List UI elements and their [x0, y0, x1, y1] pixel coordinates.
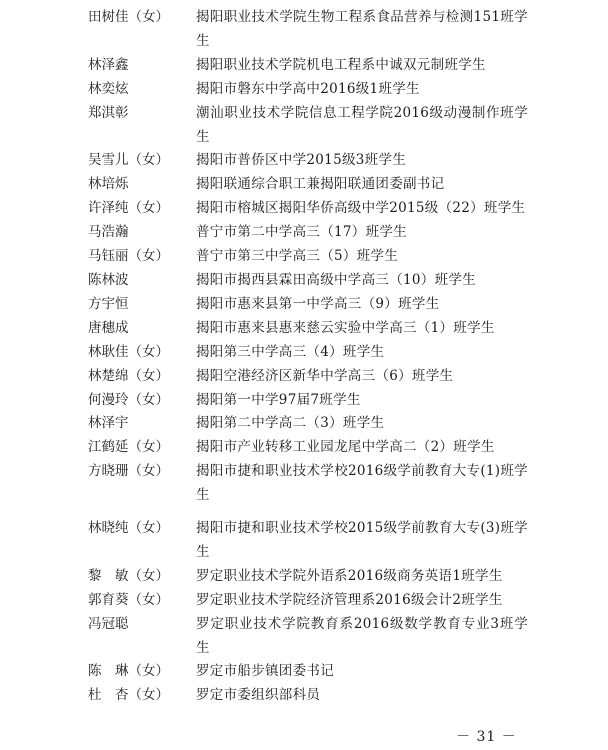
person-description: 揭阳市捷和职业技术学校2016级学前教育大专(1)班学生: [196, 463, 528, 504]
person-name: 江鹤延（女）: [88, 439, 169, 456]
list-item: [0, 660, 608, 684]
list-item: [0, 221, 608, 245]
list-item: [0, 317, 608, 341]
person-name: 林泽宇: [88, 415, 129, 432]
person-description: 揭阳第一中学97届7班学生: [196, 391, 361, 408]
person-name: 田树佳（女）: [88, 9, 169, 25]
person-name: 郭育葵（女）: [88, 591, 169, 608]
person-description: 罗定市船步镇团委书记: [196, 663, 334, 680]
list-item: [0, 197, 608, 221]
person-description: 揭阳市磐东中学高中2016级1班学生: [196, 80, 420, 97]
person-description: 揭阳市榕城区揭阳华侨高级中学2015级（22）班学生: [196, 200, 526, 217]
list-item: [0, 245, 608, 269]
person-description: 潮汕职业技术学院信息工程学院2016级动漫制作班学生: [196, 104, 528, 145]
person-description: 罗定职业技术学院经济管理系2016级会计2班学生: [196, 591, 503, 608]
list-item: [0, 341, 608, 365]
person-name: 方宇恒: [88, 295, 129, 312]
list-item: [0, 684, 608, 708]
person-name: 马钰丽（女）: [88, 248, 169, 265]
list-item: [0, 293, 608, 317]
person-description: 揭阳市捷和职业技术学校2015级学前教育大专(3)班学生: [196, 520, 528, 560]
person-name: 林泽鑫: [88, 56, 129, 73]
person-description: 揭阳第二中学高二（3）班学生: [196, 415, 385, 432]
person-description: 揭阳市惠来县第一中学高三（9）班学生: [196, 295, 440, 312]
person-description: 揭阳市普侨区中学2015级3班学生: [196, 152, 407, 169]
person-description: 揭阳联通综合职工兼揭阳联通团委副书记: [196, 176, 445, 193]
person-description: 罗定市委组织部科员: [196, 687, 321, 704]
person-name: 林培烁: [88, 176, 129, 193]
person-name: 方晓珊（女）: [88, 463, 169, 480]
person-description: 揭阳第三中学高三（4）班学生: [196, 343, 385, 360]
list-item: [0, 565, 608, 589]
person-name: 郑淇彰: [88, 104, 129, 121]
person-description: 揭阳市揭西县霖田高级中学高三（10）班学生: [196, 271, 476, 288]
person-description: 揭阳空港经济区新华中学高三（6）班学生: [196, 367, 454, 384]
person-name: 林耿佳（女）: [88, 343, 169, 360]
person-name: 杜 杏（女）: [88, 687, 169, 704]
page-number: － 31 －: [456, 729, 517, 745]
person-name: 黎 敏（女）: [88, 567, 169, 584]
name-list: [0, 6, 608, 708]
list-item: [0, 436, 608, 460]
list-item: [0, 102, 608, 150]
list-item: [0, 269, 608, 293]
list-item: [0, 78, 608, 102]
person-name: 马浩瀚: [88, 224, 129, 241]
list-item: [0, 412, 608, 436]
list-item: [0, 173, 608, 197]
person-name: 何漫玲（女）: [88, 391, 169, 408]
person-description: 揭阳市产业转移工业园龙尾中学高二（2）班学生: [196, 439, 495, 456]
list-item: [0, 365, 608, 389]
person-name: 林楚绵（女）: [88, 367, 169, 384]
person-description: 罗定职业技术学院教育系2016级数学教育专业3班学生: [196, 615, 528, 656]
list-item: [0, 613, 608, 661]
list-item: [0, 460, 608, 508]
person-description: 揭阳市惠来县惠来慈云实验中学高三（1）班学生: [196, 319, 495, 336]
person-description: 揭阳职业技术学院生物工程系食品营养与检测151班学生: [196, 9, 528, 49]
person-name: 吴雪儿（女）: [88, 152, 169, 169]
person-name: 许泽纯（女）: [88, 200, 169, 217]
list-item: [0, 54, 608, 78]
person-name: 林晓纯（女）: [88, 520, 169, 537]
person-description: 罗定职业技术学院外语系2016级商务英语1班学生: [196, 567, 503, 584]
list-item: [0, 589, 608, 613]
person-description: 普宁市第三中学高三（5）班学生: [196, 248, 399, 265]
person-name: 冯冠聪: [88, 615, 129, 632]
person-description: 普宁市第二中学高三（17）班学生: [196, 224, 407, 241]
list-item: [0, 389, 608, 413]
person-name: 林奕炫: [88, 80, 129, 97]
list-item: [0, 149, 608, 173]
person-name: 唐穗成: [88, 319, 129, 336]
person-name: 陈 琳（女）: [88, 663, 169, 680]
list-item: [0, 6, 608, 54]
list-item: [0, 517, 608, 565]
person-name: 陈林波: [88, 271, 129, 288]
person-description: 揭阳职业技术学院机电工程系中诚双元制班学生: [196, 56, 486, 73]
